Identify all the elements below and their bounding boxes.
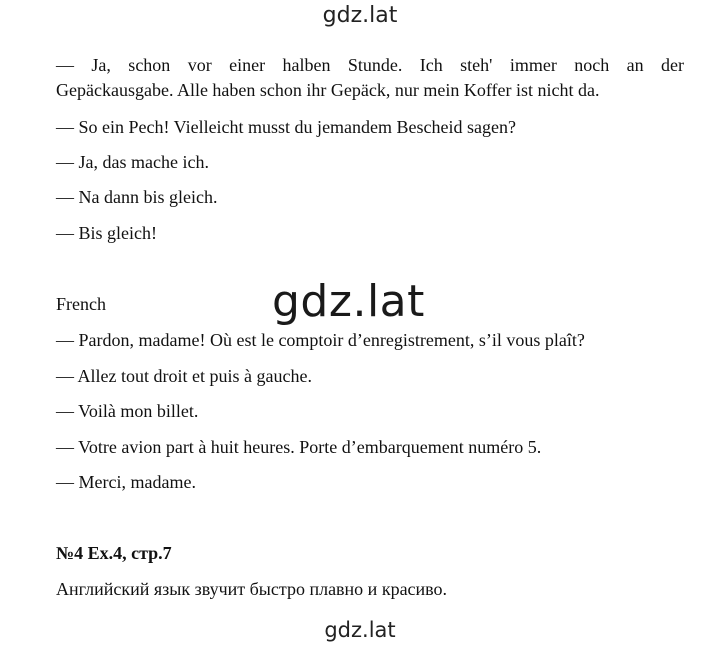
french-line-4: — Votre avion part à huit heures. Porte d’embarquement numéro 5. bbox=[56, 437, 542, 457]
french-line-1: — Pardon, madame! Où est le comptoir d’enregistrement, s’il vous plaît? bbox=[56, 330, 585, 350]
watermark-top: gdz.lat bbox=[322, 3, 398, 28]
exercise-heading: №4 Ex.4, стр.7 bbox=[56, 543, 172, 563]
french-line-3: — Voilà mon billet. bbox=[56, 401, 199, 421]
watermark-middle: gdz.lat bbox=[272, 276, 425, 327]
french-line-5: — Merci, madame. bbox=[56, 472, 196, 492]
watermark-bottom: gdz.lat bbox=[324, 618, 396, 642]
german-line-1b: Gepäckausgabe. Alle haben schon ihr Gepäck, nur mein Koffer ist nicht da. bbox=[56, 80, 600, 100]
german-paragraph-1 bbox=[56, 53, 684, 103]
german-line-1a: — Ja, schon vor einer halben Stunde. Ich steh' immer noch an der bbox=[56, 55, 684, 75]
german-line-3: — Ja, das mache ich. bbox=[56, 152, 209, 172]
german-line-4: — Na dann bis gleich. bbox=[56, 187, 218, 207]
exercise-text: Английский язык звучит быстро плавно и красиво. bbox=[56, 579, 448, 599]
french-line-2: — Allez tout droit et puis à gauche. bbox=[56, 366, 312, 386]
german-line-2: — So ein Pech! Vielleicht musst du jemandem Bescheid sagen? bbox=[56, 117, 516, 137]
french-heading: French bbox=[56, 294, 106, 314]
german-line-5: — Bis gleich! bbox=[56, 223, 157, 243]
